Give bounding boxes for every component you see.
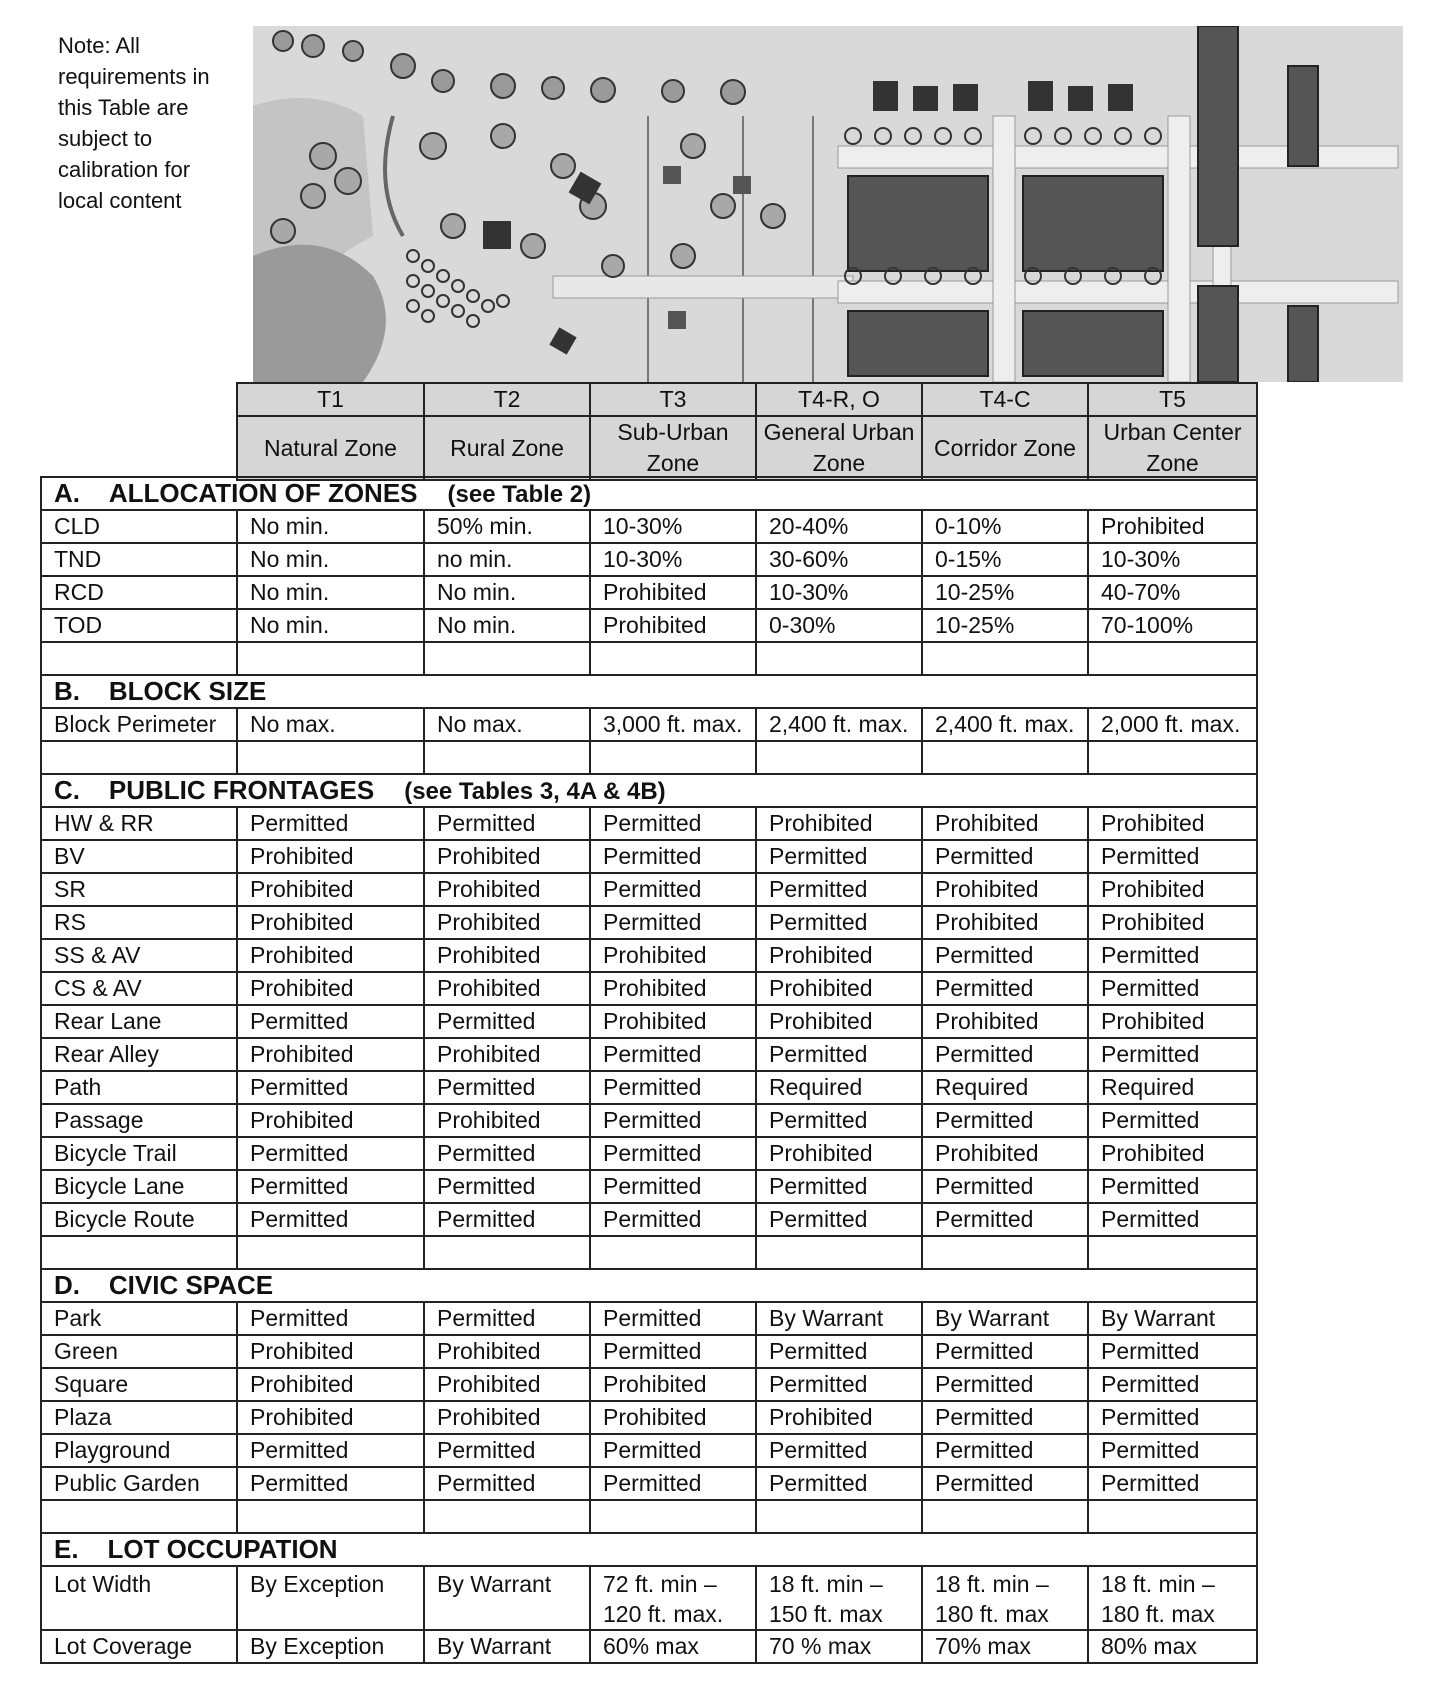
cell: Permitted <box>1088 1401 1257 1434</box>
cell: Prohibited <box>237 840 424 873</box>
cell: By Warrant <box>1088 1302 1257 1335</box>
zone-code: T1 <box>237 383 424 416</box>
section-a-heading <box>41 477 1257 510</box>
cell: Prohibited <box>1088 873 1257 906</box>
cell: Prohibited <box>590 939 756 972</box>
cell: Required <box>756 1071 922 1104</box>
cell: Prohibited <box>424 906 590 939</box>
zone-name: Urban Center Zone <box>1088 416 1257 480</box>
table-row <box>41 840 1257 873</box>
table-row <box>41 609 1257 642</box>
cell: Permitted <box>590 1038 756 1071</box>
cell: Permitted <box>590 906 756 939</box>
section-title: C. PUBLIC FRONTAGES <box>54 775 375 805</box>
cell: No min. <box>237 576 424 609</box>
cell: Permitted <box>590 873 756 906</box>
cell: Prohibited <box>237 1335 424 1368</box>
cell: Prohibited <box>424 1368 590 1401</box>
cell: Permitted <box>237 1203 424 1236</box>
cell: Permitted <box>237 1137 424 1170</box>
cell: Prohibited <box>756 1137 922 1170</box>
cell: Permitted <box>237 1467 424 1500</box>
cell: Prohibited <box>590 1005 756 1038</box>
cell: 0-30% <box>756 609 922 642</box>
cell: No min. <box>424 609 590 642</box>
table-row <box>41 1630 1257 1663</box>
cell: Prohibited <box>756 972 922 1005</box>
cell: No max. <box>237 708 424 741</box>
section-title: B. BLOCK SIZE <box>54 676 267 706</box>
cell: 10-30% <box>1088 543 1257 576</box>
cell: Permitted <box>756 1038 922 1071</box>
cell: Permitted <box>590 1170 756 1203</box>
cell: Permitted <box>590 1071 756 1104</box>
cell: Permitted <box>756 1368 922 1401</box>
cell: Prohibited <box>424 840 590 873</box>
cell: Prohibited <box>756 807 922 840</box>
row-label: Rear Lane <box>41 1005 237 1038</box>
zone-code: T4-R, O <box>756 383 922 416</box>
table-row <box>41 1566 1257 1630</box>
table-row <box>41 1401 1257 1434</box>
cell: Prohibited <box>1088 807 1257 840</box>
cell: Permitted <box>590 1335 756 1368</box>
cell: 20-40% <box>756 510 922 543</box>
cell: Prohibited <box>1088 1005 1257 1038</box>
cell: 10-25% <box>922 609 1088 642</box>
cell: Permitted <box>756 1467 922 1500</box>
cell: Permitted <box>756 1170 922 1203</box>
cell: Permitted <box>922 939 1088 972</box>
spacer-row <box>41 741 1257 774</box>
cell: Permitted <box>1088 1467 1257 1500</box>
cell: Permitted <box>424 1071 590 1104</box>
cell: no min. <box>424 543 590 576</box>
cell: Permitted <box>756 1104 922 1137</box>
cell: 0-15% <box>922 543 1088 576</box>
cell: Permitted <box>1088 1335 1257 1368</box>
row-label: Lot Width <box>41 1566 237 1630</box>
cell: Prohibited <box>424 1104 590 1137</box>
cell: 10-30% <box>590 510 756 543</box>
cell: Prohibited <box>424 939 590 972</box>
zone-name: General Urban Zone <box>756 416 922 480</box>
cell: Permitted <box>1088 1368 1257 1401</box>
cell: Permitted <box>1088 939 1257 972</box>
table-row <box>41 1368 1257 1401</box>
cell: Prohibited <box>237 1104 424 1137</box>
cell: Permitted <box>590 1302 756 1335</box>
cell: No min. <box>237 543 424 576</box>
row-label: BV <box>41 840 237 873</box>
cell: Permitted <box>424 807 590 840</box>
section-reference: (see Tables 3, 4A & 4B) <box>404 778 666 805</box>
cell: 18 ft. min – 180 ft. max <box>922 1566 1088 1630</box>
cell: 18 ft. min – 150 ft. max <box>756 1566 922 1630</box>
row-label: Playground <box>41 1434 237 1467</box>
cell: Permitted <box>237 1071 424 1104</box>
cell: Permitted <box>756 1203 922 1236</box>
cell: Prohibited <box>756 939 922 972</box>
row-label: SS & AV <box>41 939 237 972</box>
cell: Prohibited <box>424 972 590 1005</box>
row-label: SR <box>41 873 237 906</box>
cell: Permitted <box>1088 1203 1257 1236</box>
cell: Permitted <box>237 1434 424 1467</box>
cell: Permitted <box>424 1005 590 1038</box>
cell: Prohibited <box>922 906 1088 939</box>
cell: 70 % max <box>756 1630 922 1663</box>
cell: Prohibited <box>237 906 424 939</box>
section-title: D. CIVIC SPACE <box>54 1270 274 1300</box>
cell: Prohibited <box>922 807 1088 840</box>
table-row <box>41 1434 1257 1467</box>
cell: No min. <box>237 510 424 543</box>
cell: By Warrant <box>424 1566 590 1630</box>
section-e-heading <box>41 1533 1257 1566</box>
cell: Permitted <box>590 840 756 873</box>
cell: By Exception <box>237 1630 424 1663</box>
cell: Permitted <box>756 1434 922 1467</box>
cell: 70-100% <box>1088 609 1257 642</box>
cell: By Warrant <box>756 1302 922 1335</box>
cell: Prohibited <box>237 972 424 1005</box>
cell: Permitted <box>590 1203 756 1236</box>
cell: 60% max <box>590 1630 756 1663</box>
table-row <box>41 939 1257 972</box>
cell: Permitted <box>922 1401 1088 1434</box>
cell: Permitted <box>1088 972 1257 1005</box>
table-row <box>41 906 1257 939</box>
cell: Permitted <box>756 906 922 939</box>
row-label: TOD <box>41 609 237 642</box>
cell: 10-30% <box>590 543 756 576</box>
zone-name: Corridor Zone <box>922 416 1088 480</box>
cell: Prohibited <box>922 1137 1088 1170</box>
row-label: Rear Alley <box>41 1038 237 1071</box>
zone-requirements-table <box>40 476 1258 1664</box>
cell: 80% max <box>1088 1630 1257 1663</box>
cell: 50% min. <box>424 510 590 543</box>
cell: Permitted <box>590 1434 756 1467</box>
cell: Prohibited <box>1088 1137 1257 1170</box>
cell: Prohibited <box>237 873 424 906</box>
cell: Prohibited <box>424 1335 590 1368</box>
row-label: Passage <box>41 1104 237 1137</box>
cell: Permitted <box>922 1368 1088 1401</box>
cell: Prohibited <box>237 1038 424 1071</box>
zone-code: T5 <box>1088 383 1257 416</box>
cell: Prohibited <box>922 1005 1088 1038</box>
row-label: Square <box>41 1368 237 1401</box>
cell: Prohibited <box>590 972 756 1005</box>
cell: No min. <box>424 576 590 609</box>
row-label: Bicycle Route <box>41 1203 237 1236</box>
row-label: Lot Coverage <box>41 1630 237 1663</box>
table-row <box>41 1170 1257 1203</box>
zone-code: T3 <box>590 383 756 416</box>
cell: Prohibited <box>590 576 756 609</box>
cell: Permitted <box>590 1467 756 1500</box>
row-label: HW & RR <box>41 807 237 840</box>
zone-name: Natural Zone <box>237 416 424 480</box>
row-label: Green <box>41 1335 237 1368</box>
cell: 72 ft. min – 120 ft. max. <box>590 1566 756 1630</box>
row-label: CS & AV <box>41 972 237 1005</box>
cell: Permitted <box>237 1302 424 1335</box>
spacer-row <box>41 642 1257 675</box>
table-row <box>41 972 1257 1005</box>
cell: Prohibited <box>237 939 424 972</box>
cell: 10-25% <box>922 576 1088 609</box>
cell: 2,400 ft. max. <box>756 708 922 741</box>
cell: Prohibited <box>590 1368 756 1401</box>
cell: Prohibited <box>424 1038 590 1071</box>
table-row <box>41 708 1257 741</box>
cell: Permitted <box>922 1038 1088 1071</box>
cell: By Exception <box>237 1566 424 1630</box>
cell: Permitted <box>237 1170 424 1203</box>
table-row <box>41 1005 1257 1038</box>
row-label: TND <box>41 543 237 576</box>
row-label: Bicycle Trail <box>41 1137 237 1170</box>
cell: 30-60% <box>756 543 922 576</box>
cell: Permitted <box>922 1203 1088 1236</box>
section-d-heading <box>41 1269 1257 1302</box>
table-row <box>41 1104 1257 1137</box>
section-c-heading <box>41 774 1257 807</box>
cell: No max. <box>424 708 590 741</box>
row-label: Bicycle Lane <box>41 1170 237 1203</box>
cell: 2,000 ft. max. <box>1088 708 1257 741</box>
cell: Required <box>1088 1071 1257 1104</box>
cell: By Warrant <box>424 1630 590 1663</box>
table-row <box>41 1467 1257 1500</box>
cell: By Warrant <box>922 1302 1088 1335</box>
row-label: CLD <box>41 510 237 543</box>
table-row <box>41 1071 1257 1104</box>
cell: Permitted <box>1088 1170 1257 1203</box>
row-label: Public Garden <box>41 1467 237 1500</box>
cell: Permitted <box>424 1137 590 1170</box>
zone-code: T2 <box>424 383 590 416</box>
zone-code: T4-C <box>922 383 1088 416</box>
cell: Permitted <box>756 873 922 906</box>
cell: Prohibited <box>237 1368 424 1401</box>
cell: 18 ft. min – 180 ft. max <box>1088 1566 1257 1630</box>
table-row <box>41 1302 1257 1335</box>
cell: 70% max <box>922 1630 1088 1663</box>
table-row <box>41 510 1257 543</box>
cell: 0-10% <box>922 510 1088 543</box>
cell: Prohibited <box>1088 906 1257 939</box>
table-row <box>41 873 1257 906</box>
spacer-row <box>41 1500 1257 1533</box>
cell: No min. <box>237 609 424 642</box>
cell: Prohibited <box>756 1401 922 1434</box>
cell: Prohibited <box>237 1401 424 1434</box>
cell: Prohibited <box>424 873 590 906</box>
cell: Permitted <box>922 1104 1088 1137</box>
row-label: RS <box>41 906 237 939</box>
row-label: Park <box>41 1302 237 1335</box>
cell: Prohibited <box>922 873 1088 906</box>
cell: Prohibited <box>590 1401 756 1434</box>
cell: Permitted <box>922 1170 1088 1203</box>
table-row <box>41 1038 1257 1071</box>
cell: Required <box>922 1071 1088 1104</box>
spacer-row <box>41 1236 1257 1269</box>
cell: Permitted <box>756 840 922 873</box>
table-row <box>41 807 1257 840</box>
row-label: RCD <box>41 576 237 609</box>
cell: Permitted <box>590 1104 756 1137</box>
transect-plan-illustration <box>253 26 1403 382</box>
cell: Permitted <box>1088 1038 1257 1071</box>
row-label: Path <box>41 1071 237 1104</box>
zone-name: Sub-Urban Zone <box>590 416 756 480</box>
cell: Prohibited <box>590 609 756 642</box>
cell: 3,000 ft. max. <box>590 708 756 741</box>
cell: Permitted <box>590 1137 756 1170</box>
section-title: E. LOT OCCUPATION <box>54 1534 338 1564</box>
section-reference: (see Table 2) <box>447 481 592 508</box>
cell: Permitted <box>922 840 1088 873</box>
row-label: Plaza <box>41 1401 237 1434</box>
cell: Permitted <box>922 1335 1088 1368</box>
row-label: Block Perimeter <box>41 708 237 741</box>
cell: Permitted <box>424 1302 590 1335</box>
cell: Permitted <box>1088 1434 1257 1467</box>
cell: Permitted <box>590 807 756 840</box>
cell: Permitted <box>237 807 424 840</box>
table-row <box>41 1137 1257 1170</box>
cell: 10-30% <box>756 576 922 609</box>
table-row <box>41 1335 1257 1368</box>
cell: Permitted <box>424 1434 590 1467</box>
table-row <box>41 1203 1257 1236</box>
zone-header-table <box>236 382 1258 481</box>
cell: Permitted <box>1088 1104 1257 1137</box>
cell: Permitted <box>922 1467 1088 1500</box>
section-b-heading <box>41 675 1257 708</box>
section-title: A. ALLOCATION OF ZONES <box>54 478 418 508</box>
table-row <box>41 543 1257 576</box>
table-note: Note: All requirements in this Table are subject to calibration for local content <box>58 33 210 213</box>
cell: 2,400 ft. max. <box>922 708 1088 741</box>
cell: Prohibited <box>756 1005 922 1038</box>
cell: Permitted <box>424 1170 590 1203</box>
cell: 40-70% <box>1088 576 1257 609</box>
zone-name: Rural Zone <box>424 416 590 480</box>
cell: Permitted <box>756 1335 922 1368</box>
cell: Permitted <box>922 972 1088 1005</box>
cell: Permitted <box>424 1203 590 1236</box>
cell: Permitted <box>237 1005 424 1038</box>
cell: Prohibited <box>424 1401 590 1434</box>
cell: Permitted <box>922 1434 1088 1467</box>
cell: Prohibited <box>1088 510 1257 543</box>
cell: Permitted <box>424 1467 590 1500</box>
cell: Permitted <box>1088 840 1257 873</box>
table-row <box>41 576 1257 609</box>
